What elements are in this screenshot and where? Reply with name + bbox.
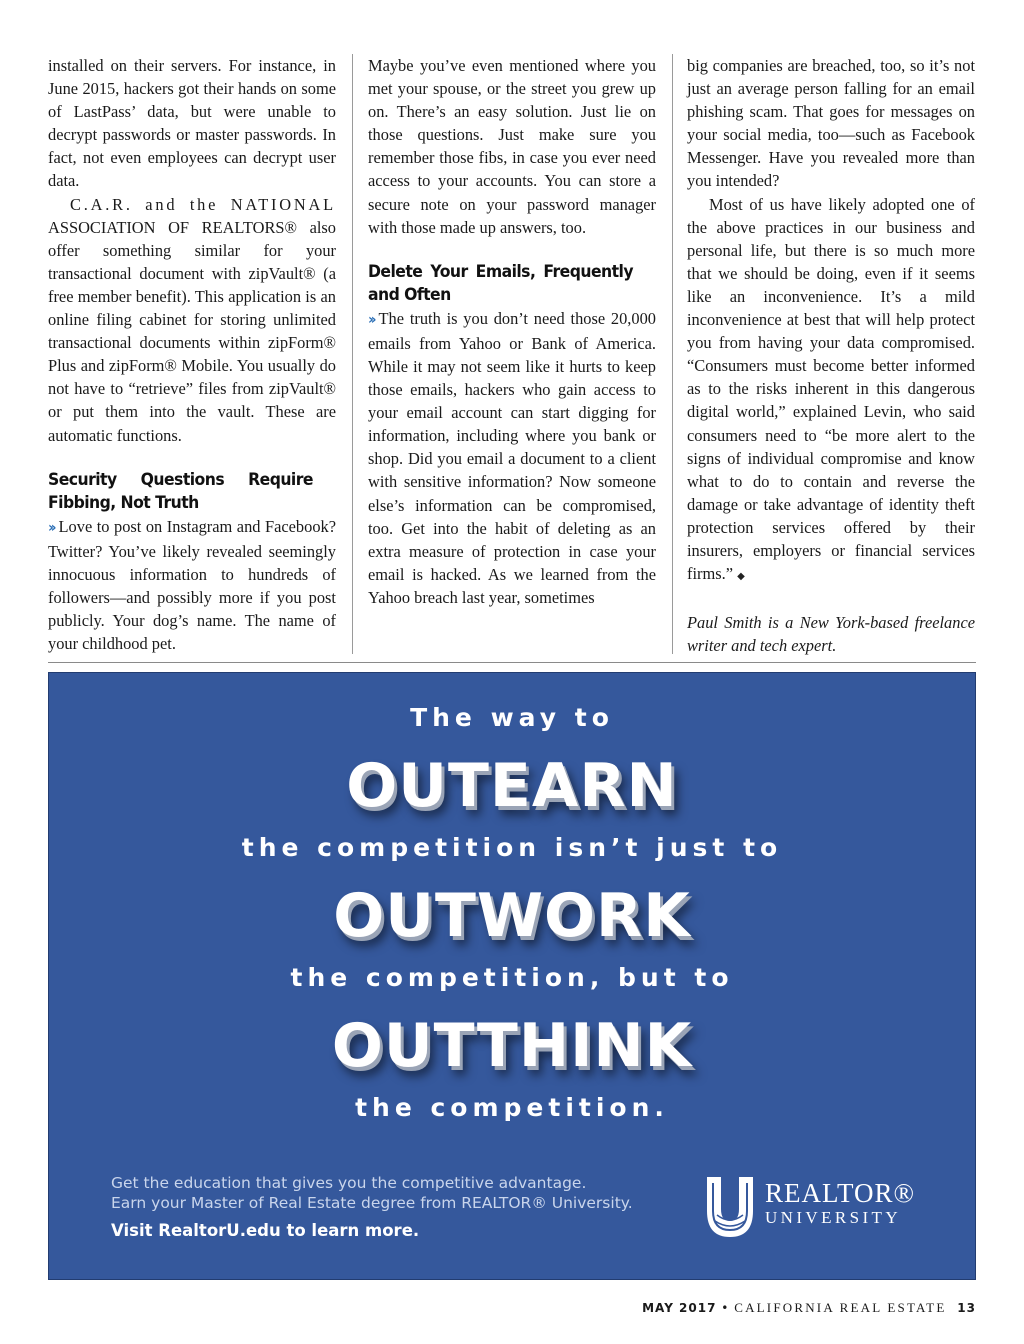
author-byline: Paul Smith is a New York-based freelance writer and tech expert. — [687, 613, 975, 656]
ad-visit-link[interactable]: Visit RealtorU.edu to learn more. — [111, 1221, 420, 1240]
end-mark-icon: ◆ — [737, 571, 745, 583]
ad-word-outearn: OUTEARN — [346, 751, 678, 821]
article-column-2 — [368, 54, 656, 609]
double-chevron-right-icon: ›› — [48, 519, 54, 536]
section-heading: Delete Your Emails, Frequently and Often — [368, 261, 633, 305]
section-divider — [48, 662, 976, 663]
paragraph: installed on their servers. For instance, in June 2015, hackers got their hands on some of LastPass’ data, but were unable to decrypt passwords or master passwords. In fact, not even employees can decrypt user data. — [48, 56, 336, 191]
paragraph-lead: C.A.R. and the NATIONAL — [70, 194, 336, 214]
section-heading: Security Questions Require Fibbing, Not Truth — [48, 469, 313, 513]
ad-line-4: the competition. — [355, 1093, 669, 1122]
ad-tagline: Earn your Master of Real Estate degree from REALTOR® University. — [111, 1194, 633, 1212]
column-divider — [352, 54, 353, 654]
issue-date: MAY 2017 — [642, 1301, 717, 1315]
article-column-3 — [687, 54, 975, 657]
column-divider — [672, 54, 673, 654]
page-number: 13 — [957, 1301, 976, 1315]
paragraph — [48, 193, 336, 447]
realtor-university-logo[interactable] — [705, 1173, 915, 1243]
article-body — [48, 54, 976, 656]
ad-word-outwork: OUTWORK — [333, 881, 691, 951]
paragraph: big companies are breached, too, so it’s not just an average person falling for an email phishing scam. That goes for messages on your social media, too—such as Facebook Messenger. Have you revealed more than you intended? — [687, 56, 975, 191]
paragraph — [48, 515, 336, 656]
double-chevron-right-icon: ›› — [368, 311, 374, 328]
footer-separator: • — [721, 1301, 730, 1315]
logo-text-university: UNIVERSITY — [765, 1208, 901, 1227]
ad-tagline: Get the education that gives you the competitive advantage. — [111, 1174, 587, 1192]
realtor-u-icon — [705, 1175, 755, 1239]
paragraph — [687, 193, 975, 589]
ad-word-outthink: OUTTHINK — [331, 1011, 693, 1081]
ad-line-2: the competition isn’t just to — [241, 833, 783, 862]
logo-text-realtor: REALTOR® — [765, 1178, 916, 1208]
publication-name: CALIFORNIA REAL ESTATE — [734, 1300, 947, 1315]
ad-line-1: The way to — [410, 703, 614, 732]
realtor-university-ad[interactable] — [48, 672, 976, 1280]
paragraph-text: Most of us have likely adopted one of the above practices in our business and personal life, but there is so much more that we should be doing, even if it seems like an inconvenience. It’s a mild inconvenience at best that will help protect you from having your data compromised. “Consumers must become better informed as to the risks inherent in this dangerous digital world,” explained Levin, who said consumers need to “be more alert to the signs of individual compromise and know what to do to contain and reverse the damage or take advantage of identity theft protection services offered by their insurers, employers or financial services firms.” — [687, 194, 975, 584]
page-footer — [642, 1300, 976, 1316]
paragraph-rest: ASSOCIATION OF REALTORS® also offer something similar for your transactional document with zipVault® (a free member benefit). This application is an online filing cabinet for storing unlimited transactional documents within zipForm® Plus and zipForm® Mobile. You usually do not have to “retrieve” files from zipVault® or put them into the vault. These are automatic functions. — [48, 217, 336, 445]
paragraph — [368, 307, 656, 609]
ad-line-3: the competition, but to — [290, 963, 734, 992]
paragraph: Maybe you’ve even mentioned where you met your spouse, or the street you grew up on. There’s an easy solution. Just lie on those questions. Just make sure you remember those fibs, in case you ever need access to your accounts. You can store a secure note on your password manager with those made up answers, too. — [368, 56, 656, 237]
paragraph-text: Love to post on Instagram and Facebook? Twitter? You’ve likely revealed seemingly innocuous information to hundreds of followers—and possibly more if you post publicly. Your dog’s name. The name of your childhood pet. — [48, 516, 336, 654]
paragraph-text: The truth is you don’t need those 20,000 emails from Yahoo or Bank of America. While it may not seem like it hurts to keep those emails, hackers who gain access to your email account can start digging for information, including where you bank or shop. Did you email a document to a client with sensitive information? Now someone else’s information can be compromised, too. Get into the habit of deleting as an extra measure of protection in case your email is hacked. As we learned from the Yahoo breach last year, sometimes — [368, 308, 656, 607]
article-column-1 — [48, 54, 336, 655]
